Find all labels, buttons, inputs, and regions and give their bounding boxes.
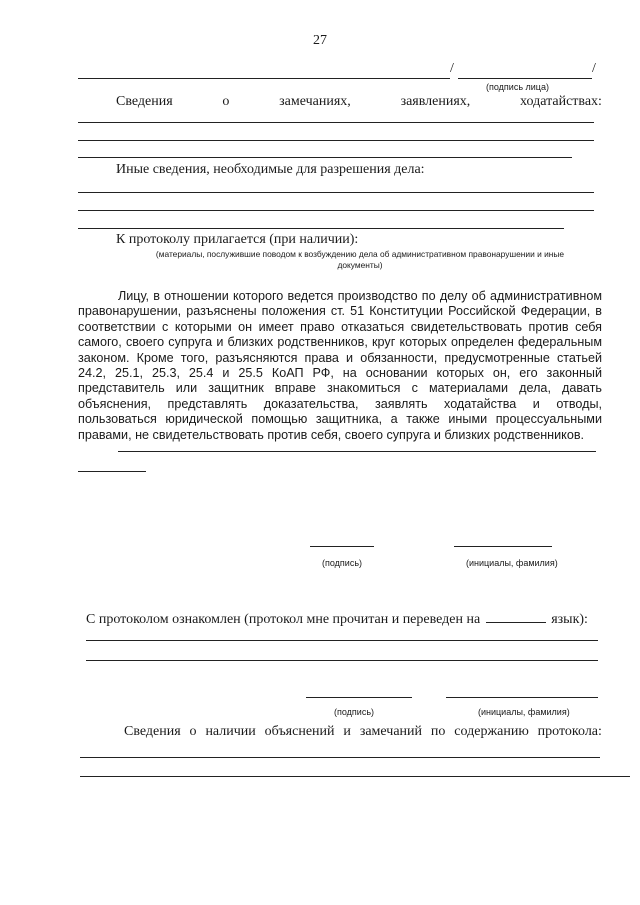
explanations-word: содержанию bbox=[454, 724, 529, 739]
remarks-line-2 bbox=[78, 140, 594, 141]
slash-1: / bbox=[450, 61, 454, 76]
rights-line-2 bbox=[78, 471, 146, 472]
remarks-word: Сведения bbox=[116, 94, 173, 109]
signature-caption-top: (подпись лица) bbox=[486, 82, 549, 92]
signature-caption-mid: (подпись) bbox=[322, 558, 363, 568]
signature-caption-low: (подпись) bbox=[334, 707, 375, 717]
other-info-label: Иные сведения, необходимые для разрешения дела: bbox=[116, 162, 425, 177]
rights-paragraph bbox=[78, 289, 602, 443]
name-caption-mid: (инициалы, фамилия) bbox=[466, 558, 558, 568]
name-line-mid bbox=[454, 546, 552, 547]
acquainted-line-1 bbox=[86, 640, 598, 641]
attached-note-line-1: (материалы, послужившие поводом к возбуждению дела об административном правонарушении и иные bbox=[155, 249, 565, 259]
signature-line-top bbox=[458, 78, 592, 79]
remarks-word: замечаниях, bbox=[279, 94, 351, 109]
attached-label: К протоколу прилагается (при наличии): bbox=[116, 232, 359, 247]
acquainted-text-before: С протоколом ознакомлен (протокол мне прочитан и переведен на bbox=[86, 612, 481, 627]
explanations-line-1 bbox=[80, 757, 600, 758]
name-line bbox=[78, 78, 450, 79]
remarks-line-3 bbox=[78, 157, 572, 158]
name-line-low bbox=[446, 697, 598, 698]
explanations-word: объяснений bbox=[264, 724, 335, 739]
remarks-word: о bbox=[222, 94, 230, 109]
other-info-line-2 bbox=[78, 210, 594, 211]
explanations-word: и bbox=[343, 724, 351, 739]
explanations-word: наличии bbox=[205, 724, 256, 739]
slash-2: / bbox=[592, 61, 596, 76]
acquainted-line-2 bbox=[86, 660, 598, 661]
explanations-word: замечаний bbox=[359, 724, 423, 739]
attached-note-line-2: документы) bbox=[337, 260, 383, 270]
other-info-line-1 bbox=[78, 192, 594, 193]
explanations-word: Сведения bbox=[124, 724, 181, 739]
rights-line-1 bbox=[118, 451, 596, 452]
acquainted-text bbox=[86, 610, 588, 627]
signature-line-mid bbox=[310, 546, 374, 547]
page-number: 27 bbox=[313, 33, 327, 48]
explanations-heading bbox=[124, 725, 602, 739]
other-info-line-3 bbox=[78, 228, 564, 229]
name-caption-low: (инициалы, фамилия) bbox=[478, 707, 570, 717]
signature-line-low bbox=[306, 697, 412, 698]
remarks-word: заявлениях, bbox=[400, 94, 471, 109]
explanations-word: о bbox=[189, 724, 197, 739]
acquainted-text-after: язык): bbox=[551, 612, 588, 627]
remarks-word: ходатайствах: bbox=[520, 94, 602, 109]
rights-paragraph-text: Лицу, в отношении которого ведется производство по делу об административном правонарушении, разъяснены положения ст. 51 Конституции Российской Федерации, в соответствии с которыми он имеет право отказаться свидетельствовать против себя самого, своего супруга и близких родственников, круг которых определен федеральным законом. Кроме того, разъясняются права и обязанности, предусмотренные статьей 24.2, 25.1, 25.3, 25.4 и 25.5 КоАП РФ, на основании которых он, его законный представитель или защитник вправе знакомиться с материалами дела, давать объяснения, представлять доказательства, заявлять ходатайства и отводы, пользоваться юридической помощью защитника, а также иными процессуальными правами, не свидетельствовать против себя, своего супруга и близких родственников. bbox=[78, 289, 602, 442]
explanations-line-2 bbox=[80, 776, 630, 777]
remarks-line-1 bbox=[78, 122, 594, 123]
explanations-word: по bbox=[430, 724, 446, 739]
language-blank bbox=[486, 610, 546, 623]
remarks-heading bbox=[116, 95, 602, 109]
explanations-word: протокола: bbox=[537, 724, 602, 739]
